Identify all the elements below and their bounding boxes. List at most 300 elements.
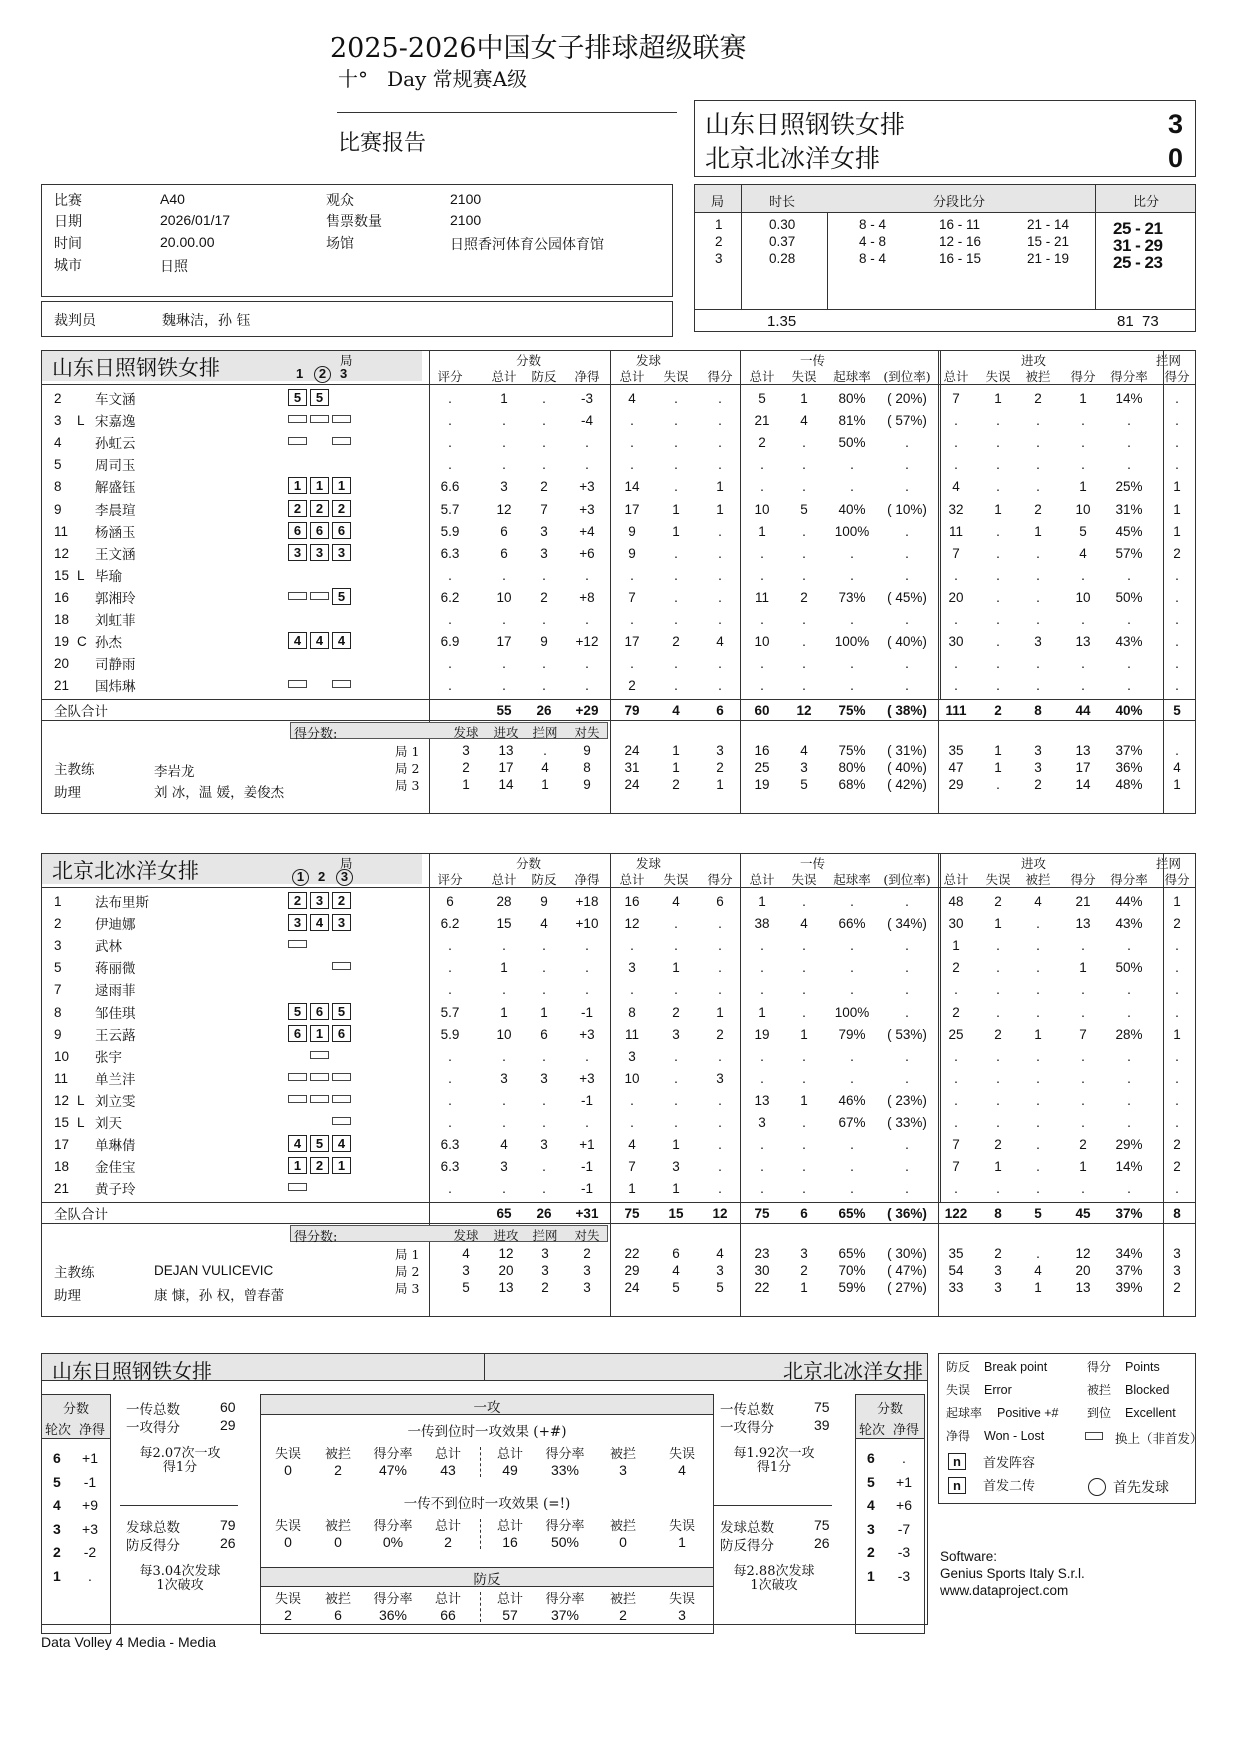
reception-total-label: 一传总数 [720, 1402, 774, 1418]
stat-bp: 1 [540, 1004, 548, 1020]
assistant-label: 助理 [54, 785, 81, 802]
rotation-net: -1 [83, 1473, 97, 1490]
stat-ae: . [996, 567, 1000, 583]
stat-ae: . [996, 1070, 1000, 1086]
stat-ab: . [1036, 678, 1040, 694]
stat-bk: . [1175, 938, 1179, 954]
stat-ae: 2 [994, 894, 1002, 909]
stat-rp: 67% [838, 1115, 866, 1130]
per-set-rx: ( 47%) [887, 1263, 927, 1279]
serve-total-value: 79 [220, 1517, 236, 1533]
stat-sp: . [718, 413, 722, 429]
per-set-ab: . [1036, 1246, 1040, 1262]
col-head-rx: (到位率) [883, 369, 931, 384]
stat-at: 20 [948, 589, 964, 605]
stat-ae: 1 [994, 391, 1002, 406]
player-number: 8 [54, 1004, 62, 1020]
stat-se: 2 [672, 1004, 680, 1020]
starting-position-box: 6 [332, 1025, 351, 1042]
stat-bp: 9 [540, 894, 548, 909]
stat-ap: 10 [1075, 589, 1091, 605]
starting-position-box: 2 [332, 500, 351, 517]
set-duration: 0.30 [769, 217, 796, 232]
rotation-net: +6 [896, 1497, 912, 1513]
stat-se: . [674, 982, 678, 998]
stat-bk: . [1175, 612, 1179, 627]
stat-wl: . [585, 612, 589, 627]
stat-bk: . [1175, 457, 1179, 473]
player-name: 杨涵玉 [95, 524, 136, 541]
mid-col-head: 总计 [434, 1592, 461, 1607]
player-number: 11 [54, 523, 69, 539]
stat-v: 6.6 [440, 479, 460, 495]
stat-at: . [954, 457, 958, 473]
stat-at: . [954, 1092, 958, 1108]
rotation-net: -3 [897, 1567, 911, 1584]
stat-st: 4 [628, 1137, 636, 1153]
starting-position-box: 1 [332, 1157, 351, 1174]
stat-bk: 2 [1173, 545, 1181, 561]
stat-sp: . [718, 612, 722, 627]
stat-rt: 13 [754, 1092, 770, 1108]
starting-position-box: 1 [332, 477, 351, 494]
stat-v: . [448, 567, 452, 583]
col-head-at: 总计 [943, 369, 969, 384]
per-set-bk: 2 [1173, 1280, 1181, 1296]
stat-se: . [674, 1092, 678, 1108]
coach-label: 主教练 [54, 762, 95, 779]
per-set-points: 1 [462, 777, 470, 793]
stat-pt: . [502, 413, 506, 429]
info-value: 2100 [450, 191, 482, 207]
per-set-at: 35 [948, 743, 964, 759]
stat-ab: . [1036, 982, 1040, 998]
per-set-ap: 20 [1075, 1263, 1091, 1279]
legend-key: 被拦 [1087, 1383, 1112, 1397]
mid-col-value: 49 [502, 1462, 518, 1478]
points-by-head: 拦网 [532, 725, 558, 741]
stat-v: . [448, 938, 452, 954]
stat-ae: . [996, 634, 1000, 650]
per-set-rt: 30 [754, 1263, 770, 1279]
serve-total-value: 75 [814, 1517, 830, 1533]
page-title: 2025-2026中国女子排球超级联赛 [330, 33, 747, 64]
stat-wl: +3 [579, 501, 595, 517]
stat-st: . [630, 656, 634, 672]
stat-rx: . [905, 1004, 909, 1020]
player-name: 毕瑜 [95, 568, 122, 585]
points-by-label: 得分数: [294, 727, 338, 743]
substitute-mark [310, 1095, 329, 1103]
rotation-sub: 轮次 [859, 1423, 886, 1438]
mid-col-value: 50% [550, 1534, 580, 1550]
stat-at: 7 [952, 1137, 960, 1153]
stat-ab: . [1036, 1070, 1040, 1086]
per-set-points: 3 [541, 1263, 549, 1279]
stat-wl: +10 [575, 916, 599, 932]
player-name: 法布里斯 [95, 895, 149, 911]
lineup-icon-letter: n [953, 1454, 961, 1469]
stat-rx: ( 57%) [887, 413, 927, 429]
stat-bk: 1 [1173, 479, 1181, 495]
stat-bk: . [1175, 982, 1179, 998]
per-set-rp: 59% [838, 1280, 866, 1296]
set-number: 3 [715, 251, 723, 266]
software-label: Software: [940, 1549, 998, 1564]
player-name: 刘立雯 [95, 1093, 136, 1110]
stat-sp: . [718, 523, 722, 539]
col-head-se: 失误 [663, 369, 689, 384]
stat-pt: 10 [496, 589, 512, 605]
stat-rt: 1 [758, 894, 766, 909]
stat-ac: 29% [1115, 1137, 1143, 1153]
total-se: 4 [672, 703, 680, 719]
stat-ac: . [1127, 567, 1131, 583]
total-ab: 5 [1034, 1206, 1042, 1222]
col-head-ac: 得分率 [1110, 872, 1148, 887]
stat-ab: . [1036, 457, 1040, 473]
stat-wl: -1 [580, 1159, 593, 1175]
stat-ab: . [1036, 1004, 1040, 1020]
stat-wl: . [585, 435, 589, 451]
stat-st: 12 [624, 916, 640, 932]
mid-col-value: 2 [619, 1607, 627, 1623]
set-circled-mark [336, 869, 353, 886]
stat-se: . [674, 1115, 678, 1130]
stat-rt: 10 [754, 634, 770, 650]
player-name: 周司玉 [95, 458, 136, 475]
total-ac: 40% [1115, 703, 1143, 719]
set-column-head: 局 [340, 856, 353, 871]
stat-sp: . [718, 656, 722, 672]
stat-re: . [802, 1181, 806, 1197]
starting-position-box: 4 [288, 1135, 307, 1152]
starting-position-box [288, 389, 307, 406]
stat-bp: . [542, 567, 546, 583]
mid-col-head: 失误 [274, 1519, 301, 1534]
stat-v: 6.2 [440, 916, 460, 932]
stat-sp: . [718, 916, 722, 932]
total-bp: 26 [536, 703, 552, 719]
stat-ap: . [1081, 435, 1085, 451]
team-name: 北京北冰洋女排 [52, 859, 199, 883]
legend-value: Break point [984, 1360, 1048, 1374]
substitute-mark [332, 680, 351, 688]
player-number: 3 [54, 413, 62, 429]
per-set-rp: 80% [838, 760, 866, 776]
stat-rx: . [905, 523, 909, 539]
per-set-points: 13 [498, 743, 514, 759]
stat-rp: 80% [838, 391, 866, 406]
col-head-ac: 得分率 [1110, 369, 1148, 384]
stat-at: . [954, 413, 958, 429]
stat-re: 5 [800, 501, 808, 517]
serve-icon-letter: n [953, 1478, 961, 1493]
col-head-wl: 净得 [574, 872, 600, 887]
stat-ac: . [1127, 1115, 1131, 1130]
stat-wl: -3 [580, 391, 593, 406]
stat-pt: 1 [500, 960, 508, 976]
stat-rx: . [905, 612, 909, 627]
stat-sp: . [718, 1137, 722, 1153]
info-value: 2026/01/17 [160, 212, 231, 228]
stat-st: 2 [628, 678, 636, 694]
stat-bk: 1 [1173, 501, 1181, 517]
stat-se: . [674, 567, 678, 583]
away-team-name: 北京北冰洋女排 [705, 144, 881, 173]
stat-sp: . [718, 982, 722, 998]
stat-rt: . [760, 938, 764, 954]
mid-col-value: 36% [378, 1607, 408, 1623]
substitute-mark [310, 1073, 329, 1081]
total-bk: 5 [1173, 703, 1181, 719]
stat-sp: 4 [716, 634, 724, 650]
col-head-pt: 总计 [491, 369, 517, 384]
stat-se: . [674, 589, 678, 605]
stat-rp: . [850, 938, 854, 954]
stat-st: 14 [624, 479, 640, 495]
stat-ap: 10 [1075, 501, 1091, 517]
stat-wl: +8 [579, 589, 595, 605]
stat-ac: 14% [1115, 1159, 1143, 1175]
player-number: 9 [54, 501, 62, 517]
group-head-block: 拦网 [1156, 353, 1182, 368]
per-set-ac: 37% [1115, 1263, 1143, 1279]
stat-at: 7 [952, 1159, 960, 1175]
stat-bk: 2 [1173, 1159, 1181, 1175]
stat-ae: 1 [994, 916, 1002, 932]
rotation-number: 1 [53, 1567, 61, 1584]
stat-v: . [448, 656, 452, 672]
mid-col-head: 得分率 [545, 1592, 585, 1607]
stat-rt: . [760, 457, 764, 473]
stat-rt: . [760, 1048, 764, 1064]
stat-ap: . [1081, 1115, 1085, 1130]
home-sets-won: 3 [1167, 109, 1183, 139]
stat-v: 5.7 [440, 501, 460, 517]
per-set-ae: 3 [994, 1263, 1002, 1279]
stat-rx: . [905, 960, 909, 976]
home-team-name: 山东日照钢铁女排 [705, 110, 906, 139]
starting-position-box: 4 [332, 632, 351, 649]
total-pt: 55 [496, 703, 512, 719]
col-head-sp: 得分 [707, 369, 733, 384]
legend-value: Excellent [1125, 1406, 1176, 1420]
set-partial: 12 - 16 [939, 234, 982, 249]
per-set-bk: 3 [1173, 1263, 1181, 1279]
set-number: 2 [715, 234, 723, 249]
stat-rt: 2 [758, 435, 766, 451]
break-points-value: 26 [220, 1535, 236, 1551]
stat-v: . [448, 678, 452, 694]
stat-ac: . [1127, 413, 1131, 429]
mid-col-value: 3 [619, 1462, 627, 1478]
stat-rx: . [905, 894, 909, 909]
stat-rp: 40% [838, 501, 866, 517]
summary-away-name: 北京北冰洋女排 [783, 1359, 923, 1383]
stat-ap: . [1081, 1004, 1085, 1020]
stat-ac: 50% [1115, 960, 1143, 976]
col-head-rp: 起球率 [833, 872, 871, 887]
stat-v: 6.3 [440, 1137, 460, 1153]
mid-col-value: 0 [284, 1462, 292, 1478]
stat-ab: . [1036, 1137, 1040, 1153]
stat-rp: . [850, 982, 854, 998]
stat-rt: 11 [754, 589, 769, 605]
stat-rp: 100% [834, 523, 870, 539]
stat-sp: 1 [716, 501, 724, 517]
stat-v: . [448, 1181, 452, 1197]
stat-rt: . [760, 982, 764, 998]
legend-value: Points [1125, 1360, 1160, 1374]
stat-bp: . [542, 1159, 546, 1175]
stat-rp: . [850, 457, 854, 473]
starting-position-box: 5 [332, 588, 351, 605]
substitute-mark [332, 1073, 351, 1081]
per-set-re: 1 [800, 1280, 808, 1296]
stat-re: . [802, 545, 806, 561]
substitute-legend-icon [1085, 1432, 1103, 1440]
starting-position-box: 2 [288, 892, 307, 909]
stat-re: . [802, 523, 806, 539]
set-duration: 0.28 [769, 251, 796, 266]
stat-sp: . [718, 1159, 722, 1175]
stat-re: 4 [800, 916, 808, 932]
starting-position-box [310, 389, 329, 406]
stat-pt: . [502, 656, 506, 672]
legend-start-lineup: 首发阵容 [983, 1456, 1036, 1471]
stat-se: . [674, 938, 678, 954]
stat-bp: 4 [540, 916, 548, 932]
break-points-label: 防反得分 [720, 1538, 774, 1554]
per-set-at: 29 [948, 777, 964, 793]
stat-rp: . [850, 960, 854, 976]
stat-st: 10 [624, 1070, 640, 1086]
stat-bk: . [1175, 678, 1179, 694]
player-name: 刘天 [95, 1116, 122, 1132]
stat-re: . [802, 435, 806, 451]
starting-position-box: 1 [310, 1025, 329, 1042]
set-mark: 2 [318, 869, 326, 884]
mid-col-head: 总计 [496, 1519, 523, 1534]
per-set-rx: ( 27%) [887, 1280, 927, 1296]
stat-wl: -1 [580, 1004, 593, 1020]
player-number: 12 [54, 1092, 70, 1108]
stat-re: . [802, 1048, 806, 1064]
info-label: 时间 [54, 236, 82, 252]
stat-bp: . [542, 1115, 546, 1130]
stat-rp: . [850, 1159, 854, 1175]
per-set-ae: 1 [994, 760, 1002, 776]
stat-bk: 1 [1173, 1026, 1181, 1042]
stat-bk: . [1175, 1004, 1179, 1020]
player-name: 邹佳琪 [95, 1005, 136, 1022]
stat-bp: . [542, 457, 546, 473]
stat-pt: 3 [500, 1159, 508, 1175]
break-note: 1次破攻 [156, 1578, 204, 1593]
starting-position-box: 5 [288, 1003, 307, 1020]
per-set-points: 3 [583, 1280, 591, 1296]
col-head-ap: 得分 [1070, 872, 1096, 887]
stat-rx: ( 34%) [887, 916, 927, 932]
player-name: 伊迪娜 [95, 917, 136, 934]
assistant-label: 助理 [54, 1288, 81, 1305]
rotation-head: 分数 [63, 1402, 90, 1417]
stat-pt: . [502, 567, 506, 583]
page-subtitle: 十° Day 常规赛A级 [338, 67, 528, 91]
defense-head: 防反 [473, 1572, 501, 1588]
legend-value: Won - Lost [984, 1429, 1045, 1443]
stat-rx: . [905, 1070, 909, 1086]
per-set-points: 2 [583, 1246, 591, 1262]
per-set-sp: 3 [716, 743, 724, 759]
serve-total-label: 发球总数 [720, 1520, 774, 1536]
stat-se: . [674, 457, 678, 473]
stat-v: 6.3 [440, 1159, 460, 1175]
stat-wl: +4 [579, 523, 595, 539]
player-number: 7 [54, 982, 62, 998]
rotation-net: -2 [83, 1544, 97, 1560]
per-set-st: 29 [624, 1263, 640, 1279]
mid-col-value: 66 [440, 1607, 456, 1623]
stat-at: . [954, 1070, 958, 1086]
stat-ae: 1 [994, 501, 1002, 517]
team-name: 山东日照钢铁女排 [52, 356, 220, 380]
stat-bk: . [1175, 1048, 1179, 1064]
assistant-names: 刘 冰，温 媛，姜俊杰 [154, 785, 285, 802]
stat-rx: . [905, 1048, 909, 1064]
per-set-st: 24 [624, 743, 640, 759]
per-set-label: 局 2 [395, 1264, 420, 1280]
stat-ap: 21 [1075, 894, 1091, 909]
stat-rp: . [850, 612, 854, 627]
stat-ab: 1 [1034, 1026, 1042, 1042]
stat-se: . [674, 916, 678, 932]
stat-rp: . [850, 1137, 854, 1153]
sideout-points-label: 一攻得分 [720, 1420, 774, 1436]
stat-wl: . [585, 1048, 589, 1064]
col-head-ae: 失误 [985, 369, 1011, 384]
stat-bp: . [542, 1048, 546, 1064]
stat-v: . [448, 982, 452, 998]
sideout-points-value: 39 [814, 1417, 830, 1433]
stat-rx: . [905, 1159, 909, 1175]
info-value: A40 [160, 191, 185, 207]
per-set-se: 1 [672, 743, 680, 759]
per-set-se: 2 [672, 777, 680, 793]
total-wl: +29 [575, 703, 599, 719]
stat-ab: . [1036, 589, 1040, 605]
stat-rp: 100% [834, 1004, 870, 1020]
stat-sp: 1 [716, 479, 724, 495]
starting-position-box: 6 [310, 522, 329, 539]
col-head-se: 失误 [663, 872, 689, 887]
stat-bp: . [542, 656, 546, 672]
player-name: 单兰沣 [95, 1071, 136, 1088]
legend-key: 净得 [946, 1429, 971, 1443]
stat-at: . [954, 656, 958, 672]
points-by-head: 对失 [574, 725, 600, 741]
referee-label: 裁判员 [54, 313, 96, 329]
stat-ap: 13 [1075, 916, 1091, 932]
stat-rp: . [850, 1048, 854, 1064]
stat-bk: 1 [1173, 894, 1181, 909]
sets-total-score: 81 73 [1117, 313, 1159, 330]
set-partial: 21 - 14 [1027, 217, 1070, 232]
legend-value: Blocked [1125, 1383, 1170, 1397]
per-set-points: 2 [541, 1280, 549, 1296]
stat-ae: . [996, 1004, 1000, 1020]
